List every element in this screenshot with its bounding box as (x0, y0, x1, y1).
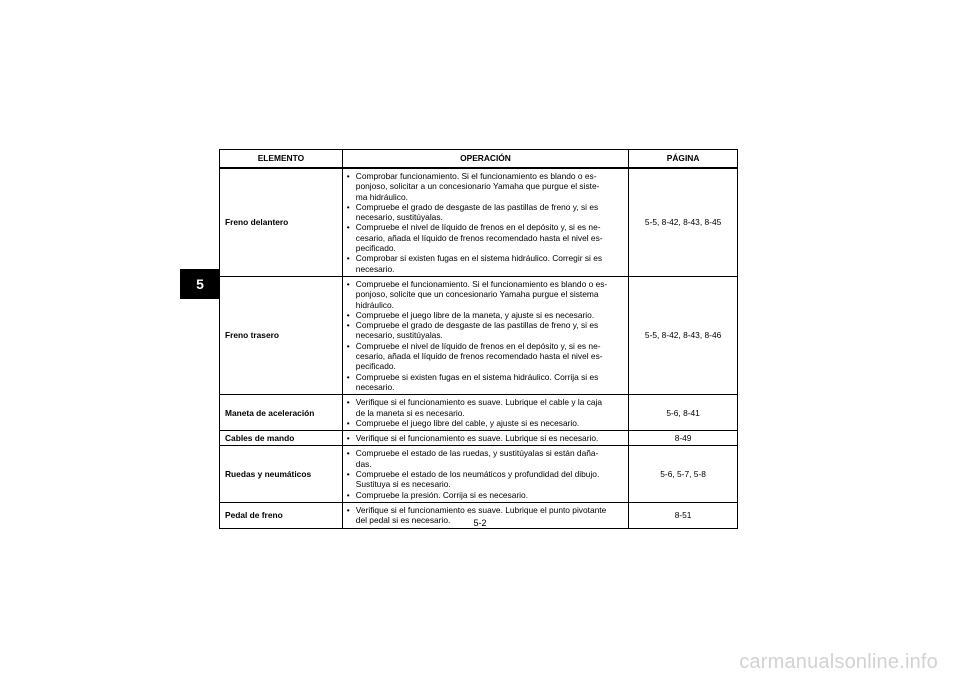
row-pages: 8-49 (629, 431, 738, 446)
operation-item: • Compruebe el nivel de líquido de frenos en el depósito y, si es ne- cesario, añada el líquido de frenos recomendado hasta el nivel es- pecificado. (346, 341, 625, 372)
operation-item: • Compruebe el nivel de líquido de frenos en el depósito y, si es ne- cesario, añada el líquido de frenos recomendado hasta el nivel es- pecificado. (346, 222, 625, 253)
table-row (220, 276, 738, 394)
chapter-tab: 5 (180, 269, 220, 299)
watermark: carmanualsonline.info (739, 651, 938, 673)
row-operations (342, 276, 628, 394)
row-operations (342, 446, 628, 502)
operation-item: • Verifique si el funcionamiento es suave. Lubrique el punto pivotante del pedal si es necesario. (346, 505, 625, 526)
row-pages: 5-5, 8-42, 8-43, 8-45 (629, 168, 738, 276)
table-row (220, 168, 738, 276)
operation-list (346, 279, 625, 392)
table-row (220, 431, 738, 446)
operation-item: • Verifique si el funcionamiento es suave. Lubrique si es necesario. (346, 433, 625, 443)
maintenance-table (219, 149, 738, 529)
row-pages: 8-51 (629, 502, 738, 528)
page-number: 5-2 (473, 518, 487, 528)
operation-item: • Verifique si el funcionamiento es suave. Lubrique el cable y la caja de la maneta si es necesario. (346, 397, 625, 418)
table-row (220, 446, 738, 502)
row-item-name: Freno trasero (220, 276, 343, 394)
operation-item: • Compruebe el funcionamiento. Si el funcionamiento es blando o es- ponjoso, solicite que un concesionario Yamaha purgue el sistema hidráulico. (346, 279, 625, 310)
row-pages: 5-6, 8-41 (629, 395, 738, 431)
operation-item: • Compruebe el juego libre del cable, y ajuste si es necesario. (346, 418, 625, 428)
row-pages: 5-5, 8-42, 8-43, 8-46 (629, 276, 738, 394)
row-operations (342, 168, 628, 276)
table-body (220, 168, 738, 528)
header-page: PÁGINA (629, 150, 738, 169)
row-item-name: Maneta de aceleración (220, 395, 343, 431)
operation-item: • Compruebe el estado de las ruedas, y sustitúyalas si están daña- das. (346, 448, 625, 469)
operation-item: • Compruebe el grado de desgaste de las pastillas de freno y, si es necesario, sustitúyalas. (346, 202, 625, 223)
row-item-name: Freno delantero (220, 168, 343, 276)
row-operations (342, 431, 628, 446)
header-element: ELEMENTO (220, 150, 343, 169)
operation-item: • Compruebe el grado de desgaste de las pastillas de freno y, si es necesario, sustitúyalas. (346, 320, 625, 341)
operation-item: • Compruebe si existen fugas en el sistema hidráulico. Corrija si es necesario. (346, 372, 625, 393)
table-row (220, 395, 738, 431)
row-item-name: Cables de mando (220, 431, 343, 446)
table-header (220, 150, 738, 169)
operation-item: • Comprobar si existen fugas en el sistema hidráulico. Corregir si es necesario. (346, 253, 625, 274)
row-item-name: Ruedas y neumáticos (220, 446, 343, 502)
header-operation: OPERACIÓN (342, 150, 628, 169)
operation-list (346, 433, 625, 443)
operation-item: • Comprobar funcionamiento. Si el funcionamiento es blando o es- ponjoso, solicitar a un concesionario Yamaha que purgue el siste- ma hidráulico. (346, 171, 625, 202)
operation-item: • Compruebe la presión. Corrija si es necesario. (346, 490, 625, 500)
operation-list (346, 397, 625, 428)
operation-list (346, 448, 625, 499)
row-item-name: Pedal de freno (220, 502, 343, 528)
operation-item: • Compruebe el juego libre de la maneta, y ajuste si es necesario. (346, 310, 625, 320)
row-pages: 5-6, 5-7, 5-8 (629, 446, 738, 502)
operation-item: • Compruebe el estado de los neumáticos y profundidad del dibujo. Sustituya si es necesario. (346, 469, 625, 490)
operation-list (346, 171, 625, 274)
row-operations (342, 395, 628, 431)
